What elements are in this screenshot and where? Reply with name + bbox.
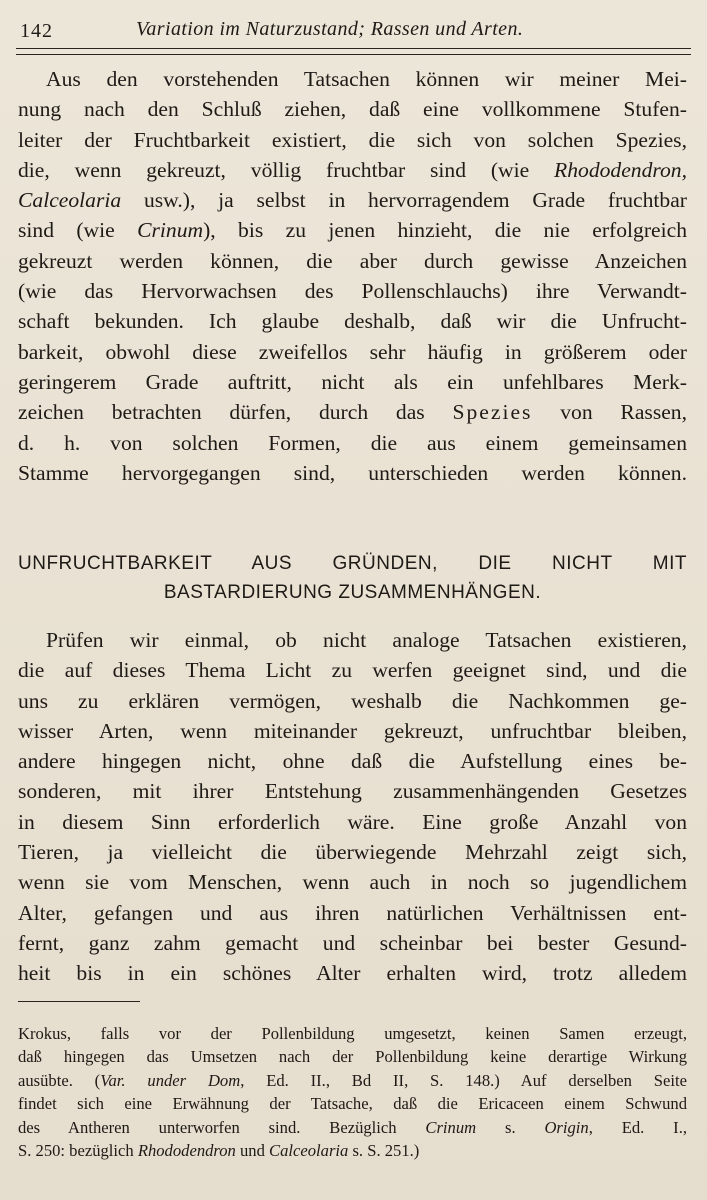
- text-line: wenn sie vom Menschen, wenn auch in noch so jugendlichem: [18, 870, 687, 895]
- text-line: Aus den vorstehenden Tatsachen können wir meiner Mei-: [46, 67, 687, 91]
- text-line: [18, 155, 687, 185]
- text-line: nung nach den Schluß ziehen, daß eine vollkommene Stufen-: [18, 97, 687, 122]
- text-line: [18, 215, 687, 245]
- text-run: , Ed. I.,: [588, 1117, 687, 1137]
- species-name: Rhododendron,: [554, 157, 687, 182]
- text-run: und: [235, 1141, 270, 1161]
- footnote-rule: [18, 1001, 140, 1002]
- text-line: die auf dieses Thema Licht zu werfen geeignet sind, und die: [18, 658, 687, 683]
- section-heading-line: UNFRUCHTBARKEIT AUS GRÜNDEN, DIE NICHT MIT: [18, 553, 687, 574]
- text-line: [18, 185, 687, 215]
- species-name: Crinum: [137, 218, 204, 243]
- species-name: Rhododendron: [137, 1141, 236, 1161]
- text-line: fernt, ganz zahm gemacht und scheinbar bei bester Gesund-: [18, 930, 687, 955]
- spaced-word: Spezies: [452, 400, 533, 425]
- species-name: Crinum: [425, 1117, 477, 1137]
- text-run: usw.), ja selbst in hervorragendem Grade fruchtbar: [121, 188, 687, 213]
- footnote-line: [18, 1116, 687, 1139]
- text-line: leiter der Fruchtbarkeit existiert, die sich von solchen Spezies,: [18, 127, 687, 152]
- running-head: Variation im Naturzustand; Rassen und Arten.: [136, 18, 524, 40]
- text-run: , Ed. II., Bd II, S. 148.) Auf derselben Seite: [240, 1070, 687, 1090]
- footnote-line: findet sich eine Erwähnung der Tatsache, daß die Ericaceen einem Schwund: [18, 1094, 687, 1114]
- text-run: s. S. 251.): [348, 1141, 420, 1161]
- text-line: gekreuzt werden können, die aber durch gewisse Anzeichen: [18, 248, 687, 273]
- text-line: geringerem Grade auftritt, nicht als ein unfehlbares Merk-: [18, 369, 687, 394]
- text-run: s.: [476, 1117, 545, 1137]
- text-run: ausübte. (: [18, 1070, 101, 1090]
- text-line: Tieren, ja vielleicht die überwiegende Mehrzahl zeigt sich,: [18, 840, 687, 865]
- paragraph-2: [18, 625, 687, 989]
- text-line: Prüfen wir einmal, ob nicht analoge Tatsachen existieren,: [46, 628, 687, 652]
- text-run: von Rassen,: [532, 400, 688, 425]
- species-name: Calceolaria: [269, 1141, 349, 1161]
- text-run: des Antheren unterworfen sind. Bezüglich: [18, 1117, 426, 1137]
- text-run: zeichen betrachten dürfen, durch das: [18, 400, 453, 425]
- header-double-rule: [16, 48, 691, 55]
- text-line: (wie das Hervorwachsen des Pollenschlauchs) ihre Verwandt-: [18, 279, 687, 304]
- footnote-line: [18, 1139, 687, 1162]
- citation-title: Var. under Dom: [100, 1070, 241, 1090]
- text-line: Stamme hervorgegangen sind, unterschieden werden können.: [18, 460, 687, 485]
- footnote-line: [18, 1069, 687, 1092]
- text-run: S. 250: bezüglich: [18, 1141, 138, 1161]
- text-line: heit bis in ein schönes Alter erhalten wird, trotz alledem: [18, 961, 687, 986]
- footnote-line: Krokus, falls vor der Pollenbildung umgesetzt, keinen Samen erzeugt,: [18, 1024, 687, 1043]
- section-heading: [18, 549, 687, 607]
- text-line: d. h. von solchen Formen, die aus einem gemeinsamen: [18, 430, 687, 455]
- text-line: barkeit, obwohl diese zweifellos sehr häufig in größerem oder: [18, 339, 687, 364]
- text-line: Alter, gefangen und aus ihren natürlichen Verhältnissen ent-: [18, 900, 687, 925]
- page-header: [16, 16, 685, 46]
- text-line: [18, 397, 687, 427]
- text-line: wisser Arten, wenn miteinander gekreuzt, unfruchtbar bleiben,: [18, 718, 687, 743]
- paragraph-1: [18, 64, 687, 488]
- text-line: schaft bekunden. Ich glaube deshalb, daß wir die Unfrucht-: [18, 309, 687, 334]
- text-line: in diesem Sinn erforderlich wäre. Eine große Anzahl von: [18, 809, 687, 834]
- text-line: andere hingegen nicht, ohne daß die Aufstellung eines be-: [18, 749, 687, 774]
- text-run: sind (wie: [18, 218, 138, 243]
- footnote-line: daß hingegen das Umsetzen nach der Pollenbildung keine derartige Wirkung: [18, 1047, 687, 1067]
- page-number: 142: [20, 20, 53, 42]
- species-name: Calceolaria: [18, 188, 122, 213]
- citation-title: Origin: [544, 1117, 589, 1137]
- text-run: ), bis zu jenen hinzieht, die nie erfolgreich: [203, 218, 687, 243]
- section-heading-line: BASTARDIERUNG ZUSAMMENHÄNGEN.: [163, 582, 542, 603]
- text-line: uns zu erklären vermögen, weshalb die Nachkommen ge-: [18, 688, 687, 713]
- text-run: die, wenn gekreuzt, völlig fruchtbar sind (wie: [18, 157, 555, 182]
- text-line: sonderen, mit ihrer Entstehung zusammenhängenden Gesetzes: [18, 779, 687, 804]
- footnote: [18, 1022, 687, 1162]
